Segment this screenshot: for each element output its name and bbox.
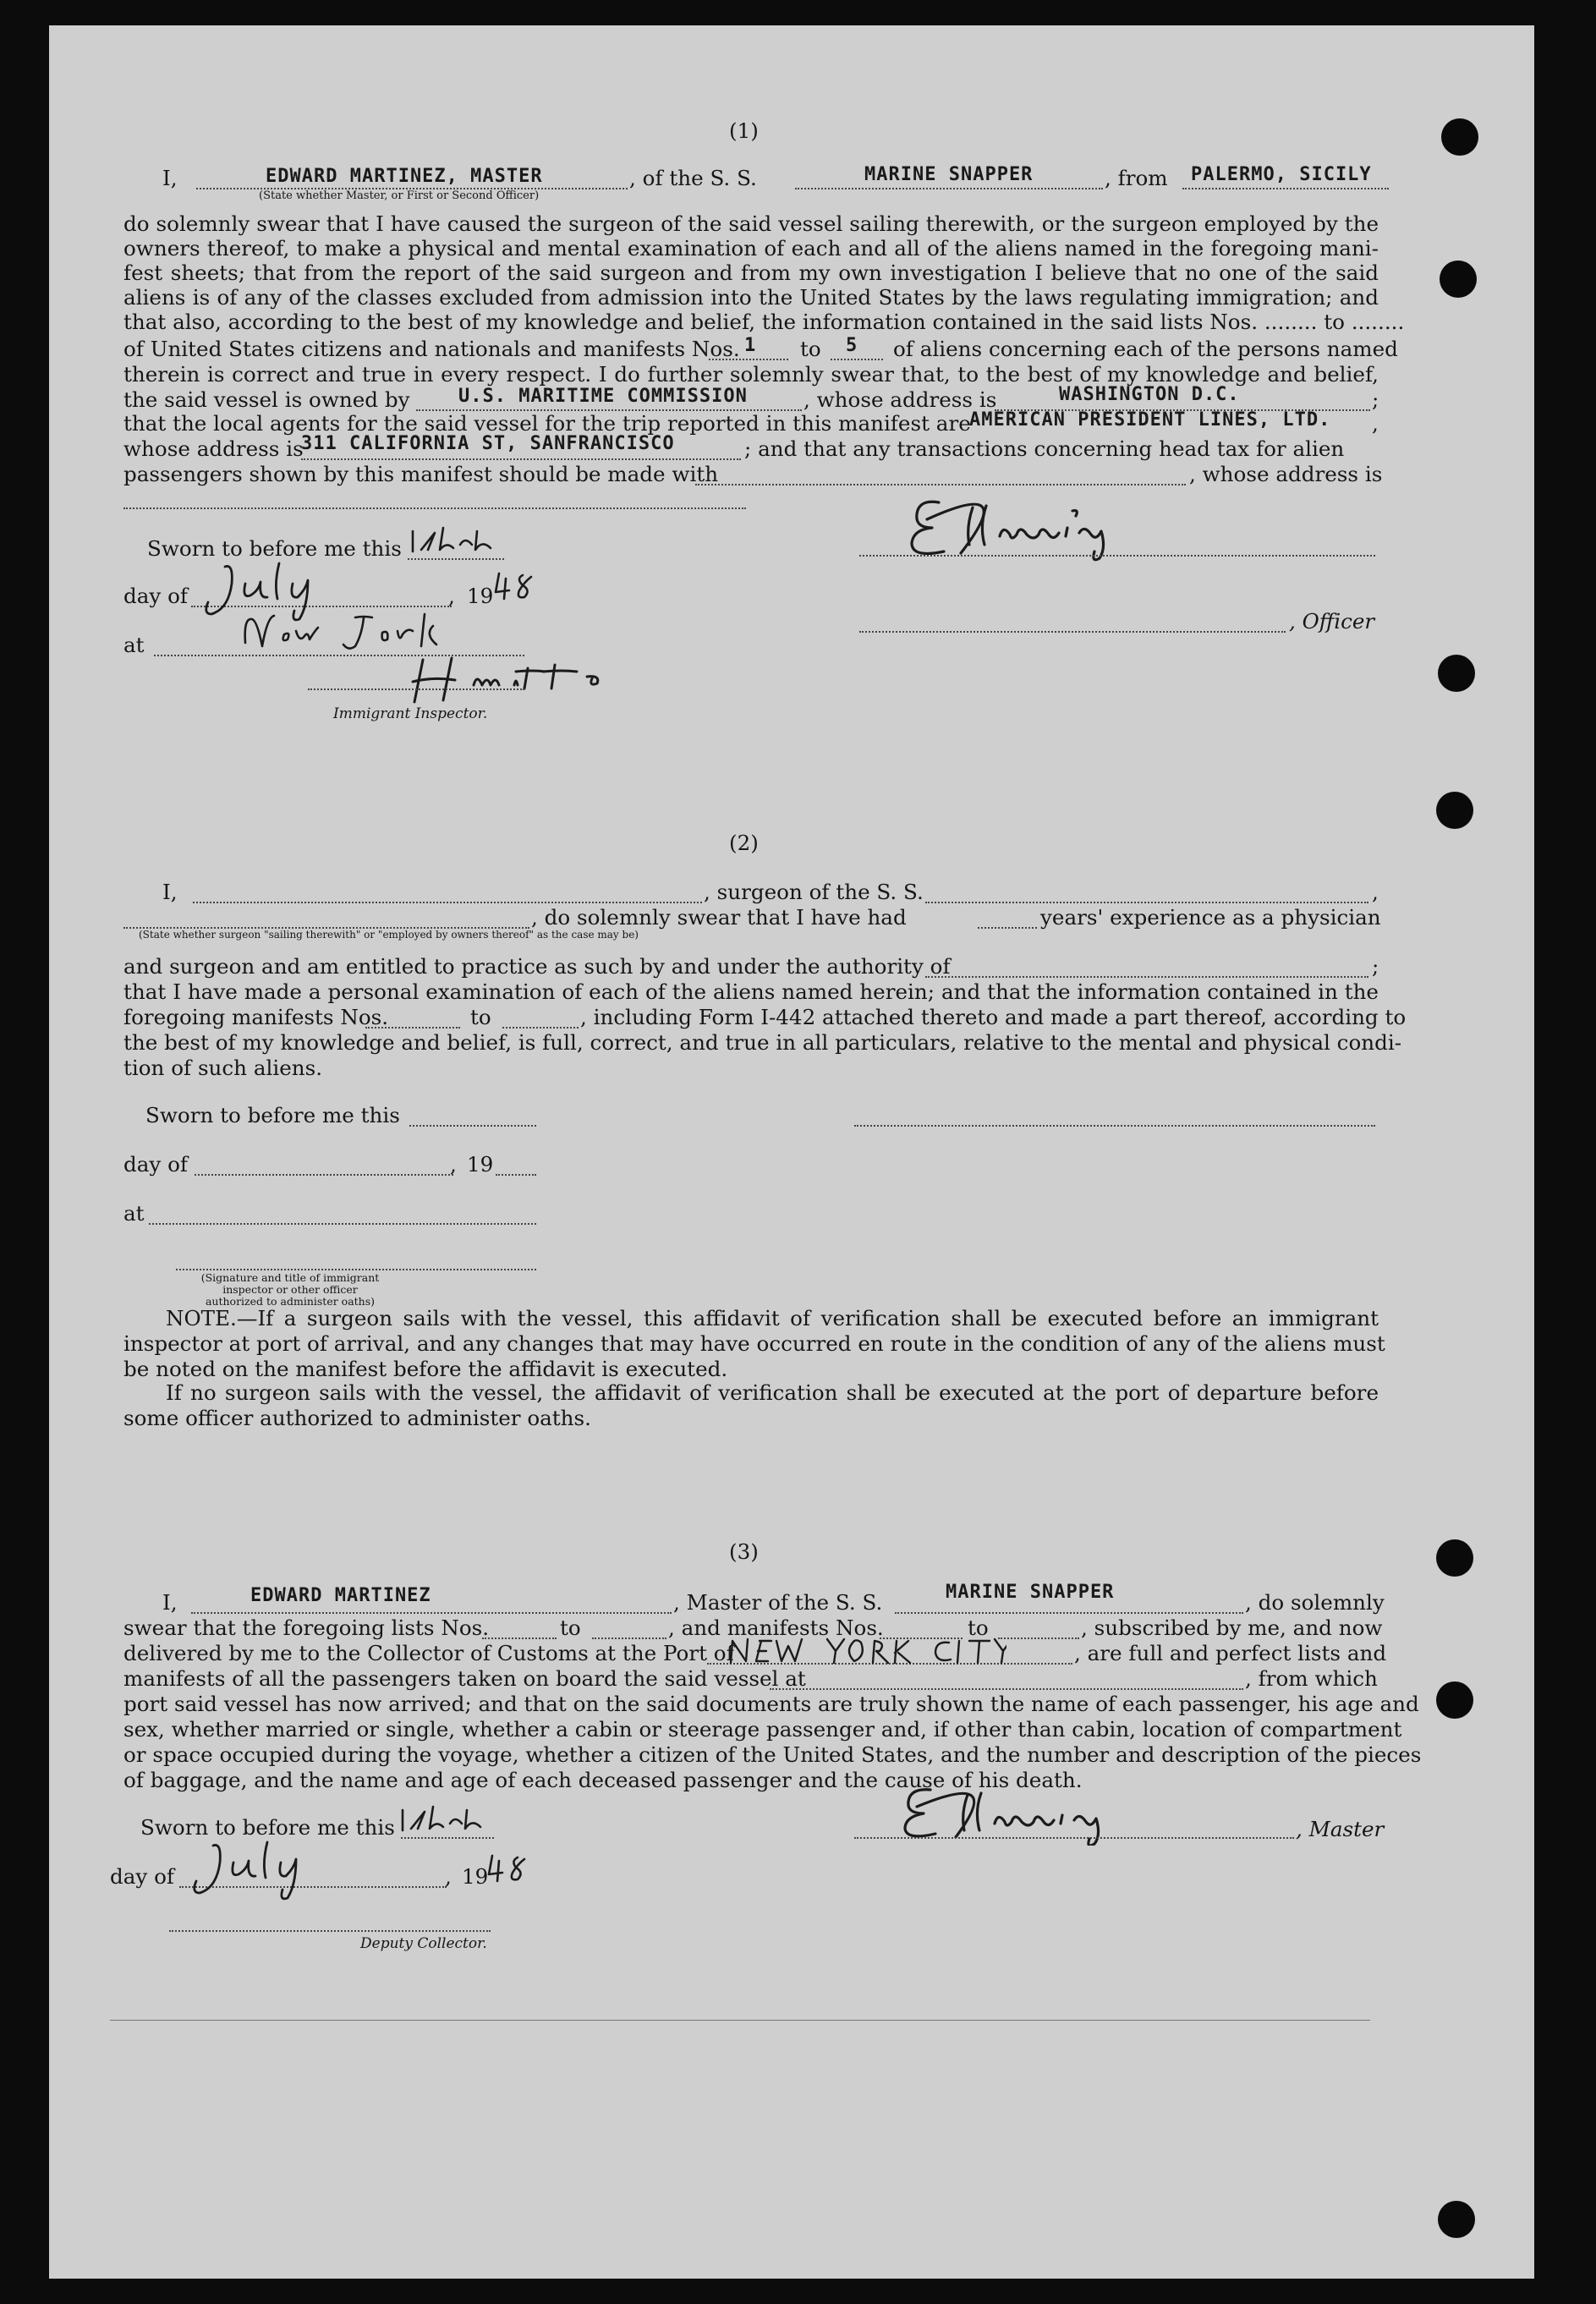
owner-field: U.S. MARITIME COMMISSION (458, 386, 748, 407)
master-label: , Master (1296, 1817, 1385, 1841)
manifests-text-a: foregoing manifests Nos. (123, 1005, 389, 1029)
surgeon-of-text: , surgeon of the S. S. (704, 880, 924, 904)
paragraph-line: that I have made a personal examination of each of the aliens named herein; and that the information contained in the (123, 979, 1379, 1004)
inspector-label: Immigrant Inspector. (333, 705, 488, 722)
sworn-day-handwriting (399, 1803, 492, 1837)
manifests-at-text: manifests of all the passengers taken on board the said vessel at (123, 1666, 806, 1691)
agents-address-line (301, 458, 741, 460)
text-comma: , (445, 1864, 452, 1889)
years-line (978, 927, 1037, 929)
section-number: (2) (729, 831, 759, 855)
sworn-text: Sworn to before me this (147, 536, 402, 561)
passengers-text: passengers shown by this manifest should be made with (123, 462, 719, 486)
master-of-text: , Master of the S. S. (673, 1590, 883, 1615)
month-handwriting (188, 1837, 340, 1905)
lists-to-line (592, 1637, 666, 1639)
inspector-signature-line (176, 1269, 536, 1270)
from-port-line (1182, 188, 1389, 189)
swear-text: , do solemnly swear that I have had (531, 905, 907, 930)
paragraph-line: aliens is of any of the classes excluded from admission into the United States by the laws regulating immigration; and (123, 285, 1379, 310)
section-number: (1) (729, 118, 759, 143)
punch-hole (1436, 1681, 1473, 1719)
punch-hole (1441, 118, 1478, 156)
officer-signature-line (859, 555, 1375, 557)
paragraph-line: port said vessel has now arrived; and that on the said documents are truly shown the name of each passenger, his age and (123, 1692, 1419, 1716)
punch-hole (1436, 792, 1473, 829)
text-comma: , (1372, 411, 1379, 436)
vessel-line (895, 1612, 1243, 1614)
master-name-field: EDWARD MARTINEZ, MASTER (266, 166, 543, 187)
at-text: at (123, 1201, 145, 1226)
day-of-text: day of (123, 584, 189, 608)
lists-text-a: swear that the foregoing lists Nos. (123, 1616, 490, 1640)
officer-line (859, 631, 1286, 633)
master-name-field: EDWARD MARTINEZ (250, 1585, 431, 1606)
departure-port-line (770, 1688, 1243, 1690)
month-line (195, 1174, 453, 1176)
from-port-field: PALERMO, SICILY (1191, 164, 1372, 185)
officer-signature (885, 485, 1164, 562)
sworn-day-line (408, 558, 504, 560)
authority-text: and surgeon and am entitled to practice as such by and under the authority of (123, 954, 951, 979)
surgeon-status-note: (State whether surgeon "sailing therewith" or "employed by owners thereof" as the case may be) (139, 929, 639, 941)
at-text: at (123, 633, 145, 657)
text-to: to (470, 1005, 491, 1029)
agents-address-field: 311 CALIFORNIA ST, SANFRANCISCO (301, 433, 675, 454)
note-line: If no surgeon sails with the vessel, the affidavit of verification shall be executed at the port of departure before (166, 1380, 1379, 1405)
year-prefix: 19 (467, 584, 494, 608)
year-prefix: 19 (467, 1152, 494, 1177)
text-to: to (560, 1616, 581, 1640)
deputy-label: Deputy Collector. (360, 1935, 487, 1952)
manifests-text-c: , including Form I-442 attached thereto and made a part thereof, according to (580, 1005, 1407, 1029)
agents-field: AMERICAN PRESIDENT LINES, LTD. (969, 409, 1331, 431)
vessel-field: MARINE SNAPPER (946, 1582, 1115, 1603)
master-note: (State whether Master, or First or Second Officer) (259, 189, 540, 202)
vessel-field: MARINE SNAPPER (864, 164, 1034, 185)
text-to: to (800, 337, 821, 361)
manifests-to-line (998, 1637, 1079, 1639)
inspector-signature-line (308, 688, 524, 690)
lists-from-line (482, 1637, 557, 1639)
head-tax-text: ; and that any transactions concerning head tax for alien (744, 436, 1345, 461)
owned-text-b: , whose address is (803, 387, 997, 412)
authority-line (925, 976, 1368, 978)
perfect-lists-text: , are full and perfect lists and (1074, 1641, 1387, 1665)
paragraph-line: therein is correct and true in every respect. I do further solemnly swear that, to the best of my knowledge and belief, (123, 362, 1379, 387)
master-signature (880, 1778, 1159, 1846)
address-line (123, 507, 746, 509)
manifest-from-line (709, 359, 788, 360)
note-line: be noted on the manifest before the affidavit is executed. (123, 1357, 728, 1381)
inspector-signature (389, 651, 660, 710)
surgeon-signature-line (854, 1125, 1375, 1127)
sworn-day-line (401, 1837, 494, 1839)
text-to: to (968, 1616, 989, 1640)
text-i: I, (162, 880, 178, 904)
paragraph-line: owners thereof, to make a physical and mental examination of each and all of the aliens named in the foregoing mani- (123, 236, 1379, 261)
sworn-text: Sworn to before me this (140, 1815, 395, 1840)
paragraph-line: or space occupied during the voyage, whether a citizen of the United States, and the number and description of the pieces (123, 1742, 1422, 1767)
punch-hole (1438, 2201, 1475, 2238)
vessel-line (925, 902, 1368, 903)
text-from: , from (1105, 166, 1168, 190)
agents-text: that the local agents for the said vessel for the trip reported in this manifest are (123, 411, 971, 436)
punch-hole (1440, 261, 1477, 298)
day-of-text: day of (123, 1152, 189, 1177)
sworn-day-handwriting (409, 524, 502, 558)
vessel-line (795, 188, 1103, 189)
paragraph-line: the best of my knowledge and belief, is full, correct, and true in all particulars, relative to the mental and physical condi- (123, 1030, 1402, 1055)
deputy-signature-line (169, 1930, 491, 1932)
whose-address-text-2: , whose address is (1189, 462, 1383, 486)
whose-address-text: whose address is (123, 436, 304, 461)
years-text: years' experience as a physician (1040, 905, 1381, 930)
year-handwriting (487, 1852, 538, 1886)
manifest-from-line (365, 1027, 460, 1029)
paragraph-line: that also, according to the best of my knowledge and belief, the information contained in the said lists Nos. ........ to ........ (123, 310, 1405, 334)
manifest-to-line (502, 1027, 579, 1029)
note-line: some officer authorized to administer oaths. (123, 1406, 591, 1430)
sworn-day-line (409, 1125, 536, 1127)
text-semicolon: ; (1372, 954, 1379, 979)
text-comma: , (448, 584, 455, 608)
paragraph-line: of baggage, and the name and age of each deceased passenger and the cause of his death. (123, 1768, 1083, 1792)
place-line (149, 1223, 536, 1225)
manifest-from-field: 1 (744, 335, 757, 356)
year-handwriting (494, 570, 545, 604)
manifest-to-field: 5 (846, 335, 858, 356)
bottom-rule (110, 2020, 1370, 2021)
day-of-text: day of (110, 1864, 175, 1889)
text-semicolon: ; (1372, 387, 1379, 412)
text-i: I, (162, 166, 178, 190)
note-line: NOTE.—If a surgeon sails with the vessel, this affidavit of verification shall be executed before an immigrant (166, 1306, 1379, 1330)
solemnly-text: , do solemnly (1245, 1590, 1385, 1615)
punch-hole (1436, 1539, 1473, 1577)
paragraph-line: sex, whether married or single, whether a cabin or steerage passenger and, if other than cabin, location of compartment (123, 1717, 1402, 1742)
signature-note: (Signature and title of immigrant inspector or other officer authorized to administer oaths) (200, 1271, 380, 1308)
text-comma: , (1372, 880, 1379, 904)
master-signature-line (854, 1837, 1294, 1839)
year-line (496, 1174, 536, 1176)
citizens-text-b: of aliens concerning each of the persons named (893, 337, 1398, 361)
punch-hole (1438, 655, 1475, 692)
paragraph-line: do solemnly swear that I have caused the surgeon of the said vessel sailing therewith, or the surgeon employed by the (123, 211, 1379, 236)
port-handwriting (727, 1634, 1006, 1668)
text-of-ss: , of the S. S. (629, 166, 757, 190)
master-name-line (191, 1612, 672, 1614)
text-comma: , (450, 1152, 457, 1177)
section-number: (3) (729, 1539, 759, 1564)
note-line: inspector at port of arrival, and any changes that may have occurred en route in the condition of any of the aliens must (123, 1331, 1385, 1356)
lists-text-c: , and manifests Nos. (668, 1616, 884, 1640)
lists-text-e: , subscribed by me, and now (1081, 1616, 1383, 1640)
sworn-text: Sworn to before me this (145, 1103, 400, 1127)
manifest-to-line (831, 359, 883, 360)
text-i: I, (162, 1590, 178, 1615)
paragraph-line: tion of such aliens. (123, 1056, 323, 1080)
citizens-text-a: of United States citizens and nationals and manifests Nos. (123, 337, 740, 361)
officer-label: , Officer (1289, 609, 1375, 634)
delivered-text: delivered by me to the Collector of Customs at the Port of (123, 1641, 734, 1665)
surgeon-name-line (193, 902, 702, 903)
from-which-text: , from which (1245, 1666, 1378, 1691)
owner-address-field: WASHINGTON D.C. (1059, 384, 1240, 405)
paragraph-line: fest sheets; that from the report of the said surgeon and from my own investigation I believe that no one of the said (123, 261, 1379, 285)
year-prefix: 19 (462, 1864, 489, 1889)
owned-text-a: the said vessel is owned by (123, 387, 410, 412)
